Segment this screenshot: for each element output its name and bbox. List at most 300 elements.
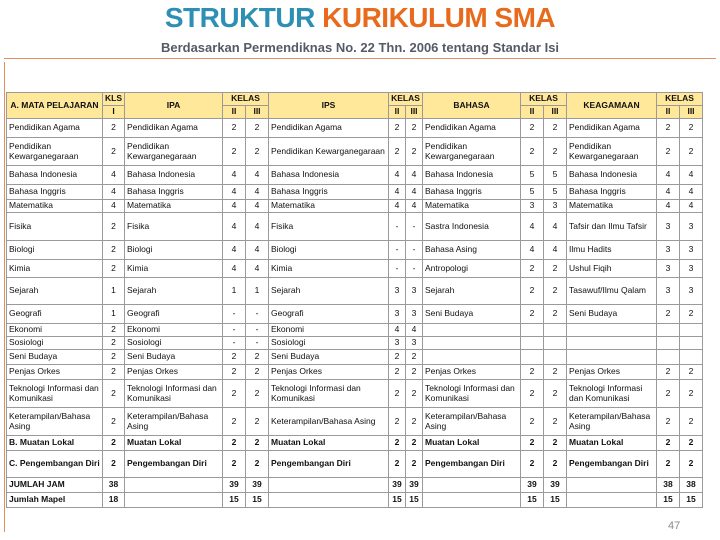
table-cell: Sosiologi (125, 337, 223, 350)
table-cell: 4 (103, 166, 125, 185)
table-row (7, 436, 703, 451)
table-cell: Bahasa Inggris (7, 185, 103, 200)
table-cell: - (246, 305, 269, 324)
table-cell: 3 (657, 278, 680, 305)
table-cell: Muatan Lokal (125, 436, 223, 451)
table-cell: 4 (680, 166, 703, 185)
table-cell: Muatan Lokal (269, 436, 389, 451)
table-cell (125, 493, 223, 508)
table-cell: 2 (246, 451, 269, 478)
table-row (7, 350, 703, 365)
table-cell: Biologi (125, 241, 223, 260)
table-cell: 2 (657, 451, 680, 478)
table-cell: Bahasa Indonesia (423, 166, 521, 185)
table-cell: 2 (103, 213, 125, 241)
table-cell: 15 (657, 493, 680, 508)
table-cell: 2 (406, 408, 423, 436)
table-row (7, 305, 703, 324)
table-cell: 2 (103, 408, 125, 436)
table-cell (567, 493, 657, 508)
table-cell: 1 (246, 278, 269, 305)
table-cell: 2 (246, 380, 269, 408)
table-cell: 2 (246, 138, 269, 166)
table-cell: Geografi (125, 305, 223, 324)
table-cell: - (246, 324, 269, 337)
table-cell: 2 (657, 365, 680, 380)
table-cell: Sastra Indonesia (423, 213, 521, 241)
table-cell: 2 (406, 350, 423, 365)
table-cell: 4 (103, 185, 125, 200)
table-cell: 4 (246, 200, 269, 213)
table-cell: Fisika (7, 213, 103, 241)
table-cell (567, 350, 657, 365)
header-bahasa: BAHASA (423, 93, 521, 119)
table-cell: Bahasa Asing (423, 241, 521, 260)
table-cell: 3 (521, 200, 544, 213)
table-cell: 4 (223, 213, 246, 241)
table-cell: 2 (246, 119, 269, 138)
curriculum-table (6, 92, 703, 508)
table-cell: Matematika (269, 200, 389, 213)
table-cell: Keterampilan/Bahasa Asing (125, 408, 223, 436)
table-cell: Biologi (269, 241, 389, 260)
table-cell: Bahasa Indonesia (7, 166, 103, 185)
table-cell: 2 (544, 408, 567, 436)
table-cell: 4 (389, 324, 406, 337)
table-cell: Bahasa Inggris (423, 185, 521, 200)
table-cell: Matematika (567, 200, 657, 213)
table-cell: 2 (521, 138, 544, 166)
table-cell: 2 (657, 408, 680, 436)
table-cell: 3 (389, 278, 406, 305)
table-cell: 4 (680, 185, 703, 200)
table-row (7, 451, 703, 478)
table-cell (544, 337, 567, 350)
table-cell: 2 (389, 451, 406, 478)
table-cell: 2 (657, 436, 680, 451)
table-cell: 4 (103, 200, 125, 213)
title-part-1: STRUKTUR (164, 2, 315, 33)
table-cell: 3 (680, 241, 703, 260)
table-row (7, 260, 703, 278)
table-cell: 4 (657, 185, 680, 200)
table-cell: 2 (246, 436, 269, 451)
table-cell: 2 (389, 138, 406, 166)
table-cell: 15 (521, 493, 544, 508)
table-cell: Bahasa Indonesia (567, 166, 657, 185)
table-cell: 2 (521, 380, 544, 408)
table-cell: 2 (246, 350, 269, 365)
table-cell: 4 (389, 166, 406, 185)
table-cell: 1 (103, 305, 125, 324)
table-cell: 18 (103, 493, 125, 508)
table-cell: Muatan Lokal (423, 436, 521, 451)
table-cell: 2 (223, 138, 246, 166)
table-cell: 2 (657, 138, 680, 166)
table-cell: 3 (389, 337, 406, 350)
table-row (7, 166, 703, 185)
table-cell: Ushul Fiqih (567, 260, 657, 278)
table-cell: 2 (521, 119, 544, 138)
table-cell: 4 (680, 200, 703, 213)
table-cell: 2 (103, 241, 125, 260)
table-row (7, 200, 703, 213)
table-cell: Tasawuf/Ilmu Qalam (567, 278, 657, 305)
table-row (7, 478, 703, 493)
table-cell (657, 324, 680, 337)
table-cell: - (223, 305, 246, 324)
table-cell: 2 (521, 260, 544, 278)
table-cell: 2 (521, 278, 544, 305)
table-cell: 2 (544, 138, 567, 166)
table-cell: 3 (680, 260, 703, 278)
table-cell: Bahasa Indonesia (125, 166, 223, 185)
subheader-keagamaan-iii: III (680, 106, 703, 119)
table-cell: 39 (223, 478, 246, 493)
table-cell: 5 (521, 166, 544, 185)
table-cell: 2 (103, 337, 125, 350)
table-cell: Teknologi Informasi dan Komunikasi (269, 380, 389, 408)
table-cell: 2 (103, 324, 125, 337)
table-cell: Sosiologi (269, 337, 389, 350)
header-divider (4, 58, 716, 59)
title-part-2: KURIKULUM SMA (322, 2, 556, 33)
table-cell: Teknologi Informasi dan Komunikasi (125, 380, 223, 408)
table-cell: 2 (406, 119, 423, 138)
table-cell: Ekonomi (125, 324, 223, 337)
table-cell: Sejarah (269, 278, 389, 305)
header-mata-pelajaran: A. MATA PELAJARAN (7, 93, 103, 119)
table-cell: 2 (657, 305, 680, 324)
table-cell (680, 324, 703, 337)
table-cell: 2 (223, 408, 246, 436)
table-cell: 4 (521, 213, 544, 241)
table-cell: Pendidikan Kewarganegaraan (567, 138, 657, 166)
header-kelas-ipa: KELAS (223, 93, 269, 106)
table-cell: Teknologi Informasi dan Komunikasi (7, 380, 103, 408)
table-cell: 4 (406, 324, 423, 337)
table-cell: 39 (544, 478, 567, 493)
table-cell: 2 (389, 350, 406, 365)
header-kelas-ips: KELAS (389, 93, 423, 106)
page-title (0, 2, 720, 34)
table-cell: Sejarah (125, 278, 223, 305)
table-cell: - (223, 337, 246, 350)
table-cell: 39 (406, 478, 423, 493)
table-cell: 4 (246, 213, 269, 241)
table-row (7, 337, 703, 350)
table-cell: 4 (657, 200, 680, 213)
table-cell: Kimia (7, 260, 103, 278)
table-cell: Pengembangan Diri (125, 451, 223, 478)
table-cell: Biologi (7, 241, 103, 260)
table-cell: 2 (521, 305, 544, 324)
table-cell: 2 (680, 436, 703, 451)
table-cell: Seni Budaya (125, 350, 223, 365)
table-cell: 2 (389, 119, 406, 138)
table-cell: Kimia (269, 260, 389, 278)
subheader-ips-ii: II (389, 106, 406, 119)
table-cell: 4 (223, 185, 246, 200)
table-cell: 2 (246, 408, 269, 436)
table-cell: Pengembangan Diri (423, 451, 521, 478)
table-cell: 2 (103, 350, 125, 365)
table-cell: 15 (223, 493, 246, 508)
table-cell: 3 (680, 278, 703, 305)
table-cell: Geografi (7, 305, 103, 324)
table-cell: 2 (521, 408, 544, 436)
table-cell: 4 (657, 166, 680, 185)
table-cell: Fisika (125, 213, 223, 241)
table-cell: 2 (246, 365, 269, 380)
table-cell (544, 324, 567, 337)
table-cell: 3 (657, 260, 680, 278)
table-cell: 4 (246, 260, 269, 278)
table-cell: Keterampilan/Bahasa Asing (7, 408, 103, 436)
table-cell: - (406, 260, 423, 278)
table-header-row (7, 93, 703, 106)
table-cell: 2 (521, 365, 544, 380)
table-cell: Seni Budaya (567, 305, 657, 324)
table-cell: 3 (657, 213, 680, 241)
table-cell: Keterampilan/Bahasa Asing (567, 408, 657, 436)
table-cell: 3 (406, 278, 423, 305)
header-keagamaan: KEAGAMAAN (567, 93, 657, 119)
table-row (7, 213, 703, 241)
table-cell (544, 350, 567, 365)
table-cell: Jumlah Mapel (7, 493, 103, 508)
table-cell: 38 (657, 478, 680, 493)
table-cell (680, 350, 703, 365)
table-cell: Bahasa Inggris (567, 185, 657, 200)
table-cell: 2 (406, 436, 423, 451)
table-cell: 1 (223, 278, 246, 305)
table-cell: Pengembangan Diri (269, 451, 389, 478)
table-cell: 4 (246, 166, 269, 185)
table-cell (680, 337, 703, 350)
table-cell: 4 (389, 185, 406, 200)
table-cell: 2 (389, 408, 406, 436)
table-cell: 5 (521, 185, 544, 200)
subheader-ipa-ii: II (223, 106, 246, 119)
table-cell: 4 (223, 241, 246, 260)
table-cell: 2 (389, 365, 406, 380)
table-cell: - (223, 324, 246, 337)
table-cell: 39 (521, 478, 544, 493)
table-cell (269, 493, 389, 508)
table-cell: 2 (103, 365, 125, 380)
table-cell: Penjas Orkes (125, 365, 223, 380)
table-cell: - (389, 213, 406, 241)
table-cell: - (389, 260, 406, 278)
table-cell: - (246, 337, 269, 350)
table-cell: Bahasa Inggris (125, 185, 223, 200)
table-cell: Penjas Orkes (7, 365, 103, 380)
table-cell: 3 (406, 337, 423, 350)
table-cell: Pendidikan Agama (567, 119, 657, 138)
table-cell: 2 (223, 350, 246, 365)
table-cell: Kimia (125, 260, 223, 278)
table-cell: 4 (389, 200, 406, 213)
table-cell: 15 (680, 493, 703, 508)
table-row (7, 380, 703, 408)
table-cell: 3 (680, 213, 703, 241)
table-cell (567, 337, 657, 350)
subheader-ips-iii: III (406, 106, 423, 119)
table-cell: 2 (544, 451, 567, 478)
table-cell: 2 (521, 436, 544, 451)
table-cell: Ilmu Hadits (567, 241, 657, 260)
table-cell: 4 (406, 200, 423, 213)
table-cell: Pendidikan Kewarganegaraan (423, 138, 521, 166)
table-cell: JUMLAH JAM (7, 478, 103, 493)
table-cell: 4 (223, 260, 246, 278)
table-cell: 2 (103, 138, 125, 166)
table-cell (423, 324, 521, 337)
table-cell (567, 324, 657, 337)
table-cell: 2 (680, 380, 703, 408)
header-kelas-bahasa: KELAS (521, 93, 567, 106)
table-cell: 2 (406, 451, 423, 478)
header-kls: KLS (103, 93, 125, 106)
table-row (7, 185, 703, 200)
table-cell: 15 (406, 493, 423, 508)
table-cell: Muatan Lokal (567, 436, 657, 451)
table-cell: Pendidikan Kewarganegaraan (269, 138, 389, 166)
table-cell: 38 (103, 478, 125, 493)
table-cell: 4 (246, 185, 269, 200)
table-cell: 2 (680, 451, 703, 478)
table-cell: 4 (406, 166, 423, 185)
table-cell (567, 478, 657, 493)
table-cell: Sejarah (423, 278, 521, 305)
table-cell: 2 (223, 436, 246, 451)
table-cell: - (406, 213, 423, 241)
table-cell: 5 (544, 185, 567, 200)
table-cell: 3 (389, 305, 406, 324)
table-cell: Ekonomi (269, 324, 389, 337)
table-cell: 2 (223, 119, 246, 138)
table-cell: 1 (103, 278, 125, 305)
table-cell: Teknologi Informasi dan Komunikasi (567, 380, 657, 408)
table-cell: 2 (389, 380, 406, 408)
table-cell: 4 (223, 200, 246, 213)
left-border-line (4, 62, 5, 532)
table-cell: 2 (406, 138, 423, 166)
table-cell: 38 (680, 478, 703, 493)
table-cell: 2 (389, 436, 406, 451)
table-cell: Penjas Orkes (269, 365, 389, 380)
table-cell: 2 (657, 119, 680, 138)
table-cell: 4 (521, 241, 544, 260)
table-cell (423, 478, 521, 493)
table-cell: 3 (544, 200, 567, 213)
page-subtitle: Berdasarkan Permendiknas No. 22 Thn. 2006 tentang Standar Isi (160, 40, 560, 55)
table-cell: 2 (103, 380, 125, 408)
table-cell: 2 (223, 365, 246, 380)
table-cell: 15 (389, 493, 406, 508)
table-cell: 2 (544, 260, 567, 278)
table-cell: 2 (657, 380, 680, 408)
table-cell: 15 (246, 493, 269, 508)
table-row (7, 365, 703, 380)
table-cell: Pengembangan Diri (567, 451, 657, 478)
table-cell: Pendidikan Agama (7, 119, 103, 138)
table-cell: 2 (103, 260, 125, 278)
table-cell: Pendidikan Agama (423, 119, 521, 138)
table-cell (125, 478, 223, 493)
table-cell: Penjas Orkes (423, 365, 521, 380)
table-cell: 5 (544, 166, 567, 185)
table-cell (521, 337, 544, 350)
table-cell: 2 (680, 119, 703, 138)
subheader-bahasa-iii: III (544, 106, 567, 119)
table-cell: 2 (544, 305, 567, 324)
table-cell: Sosiologi (7, 337, 103, 350)
table-cell (657, 350, 680, 365)
table-cell: Bahasa Inggris (269, 185, 389, 200)
table-cell: 2 (103, 451, 125, 478)
table-cell: 39 (389, 478, 406, 493)
table-cell: Pendidikan Agama (125, 119, 223, 138)
table-cell: 2 (544, 380, 567, 408)
table-cell (423, 350, 521, 365)
table-cell: Matematika (7, 200, 103, 213)
table-cell (423, 493, 521, 508)
table-cell: 2 (680, 365, 703, 380)
table-cell (269, 478, 389, 493)
table-cell: - (389, 241, 406, 260)
table-cell: - (406, 241, 423, 260)
table-cell: 15 (544, 493, 567, 508)
table-cell: 4 (406, 185, 423, 200)
table-cell: 4 (544, 213, 567, 241)
table-row (7, 408, 703, 436)
table-body (7, 119, 703, 508)
table-row (7, 119, 703, 138)
table-cell (521, 350, 544, 365)
table-cell: Geografi (269, 305, 389, 324)
table-cell: Pendidikan Kewarganegaraan (7, 138, 103, 166)
table-cell: 2 (680, 408, 703, 436)
table-cell: Seni Budaya (7, 350, 103, 365)
table-cell: Teknologi Informasi dan Komunikasi (423, 380, 521, 408)
table-cell: Matematika (125, 200, 223, 213)
table-cell: B. Muatan Lokal (7, 436, 103, 451)
table-cell: Seni Budaya (423, 305, 521, 324)
page-number: 47 (668, 520, 681, 532)
table-row (7, 241, 703, 260)
table-cell: 2 (223, 451, 246, 478)
table-cell: 2 (103, 119, 125, 138)
table-cell: Fisika (269, 213, 389, 241)
table-cell: 2 (406, 365, 423, 380)
table-cell: 2 (680, 138, 703, 166)
table-cell: 2 (223, 380, 246, 408)
subheader-kls-i: I (103, 106, 125, 119)
table-cell: 4 (246, 241, 269, 260)
table-cell: Keterampilan/Bahasa Asing (423, 408, 521, 436)
table-row (7, 493, 703, 508)
table-cell (423, 337, 521, 350)
table-cell: 2 (680, 305, 703, 324)
table-cell: Pendidikan Kewarganegaraan (125, 138, 223, 166)
table-cell: 2 (521, 451, 544, 478)
table-cell (657, 337, 680, 350)
table-cell: Bahasa Indonesia (269, 166, 389, 185)
table-row (7, 278, 703, 305)
table-cell: 2 (406, 380, 423, 408)
